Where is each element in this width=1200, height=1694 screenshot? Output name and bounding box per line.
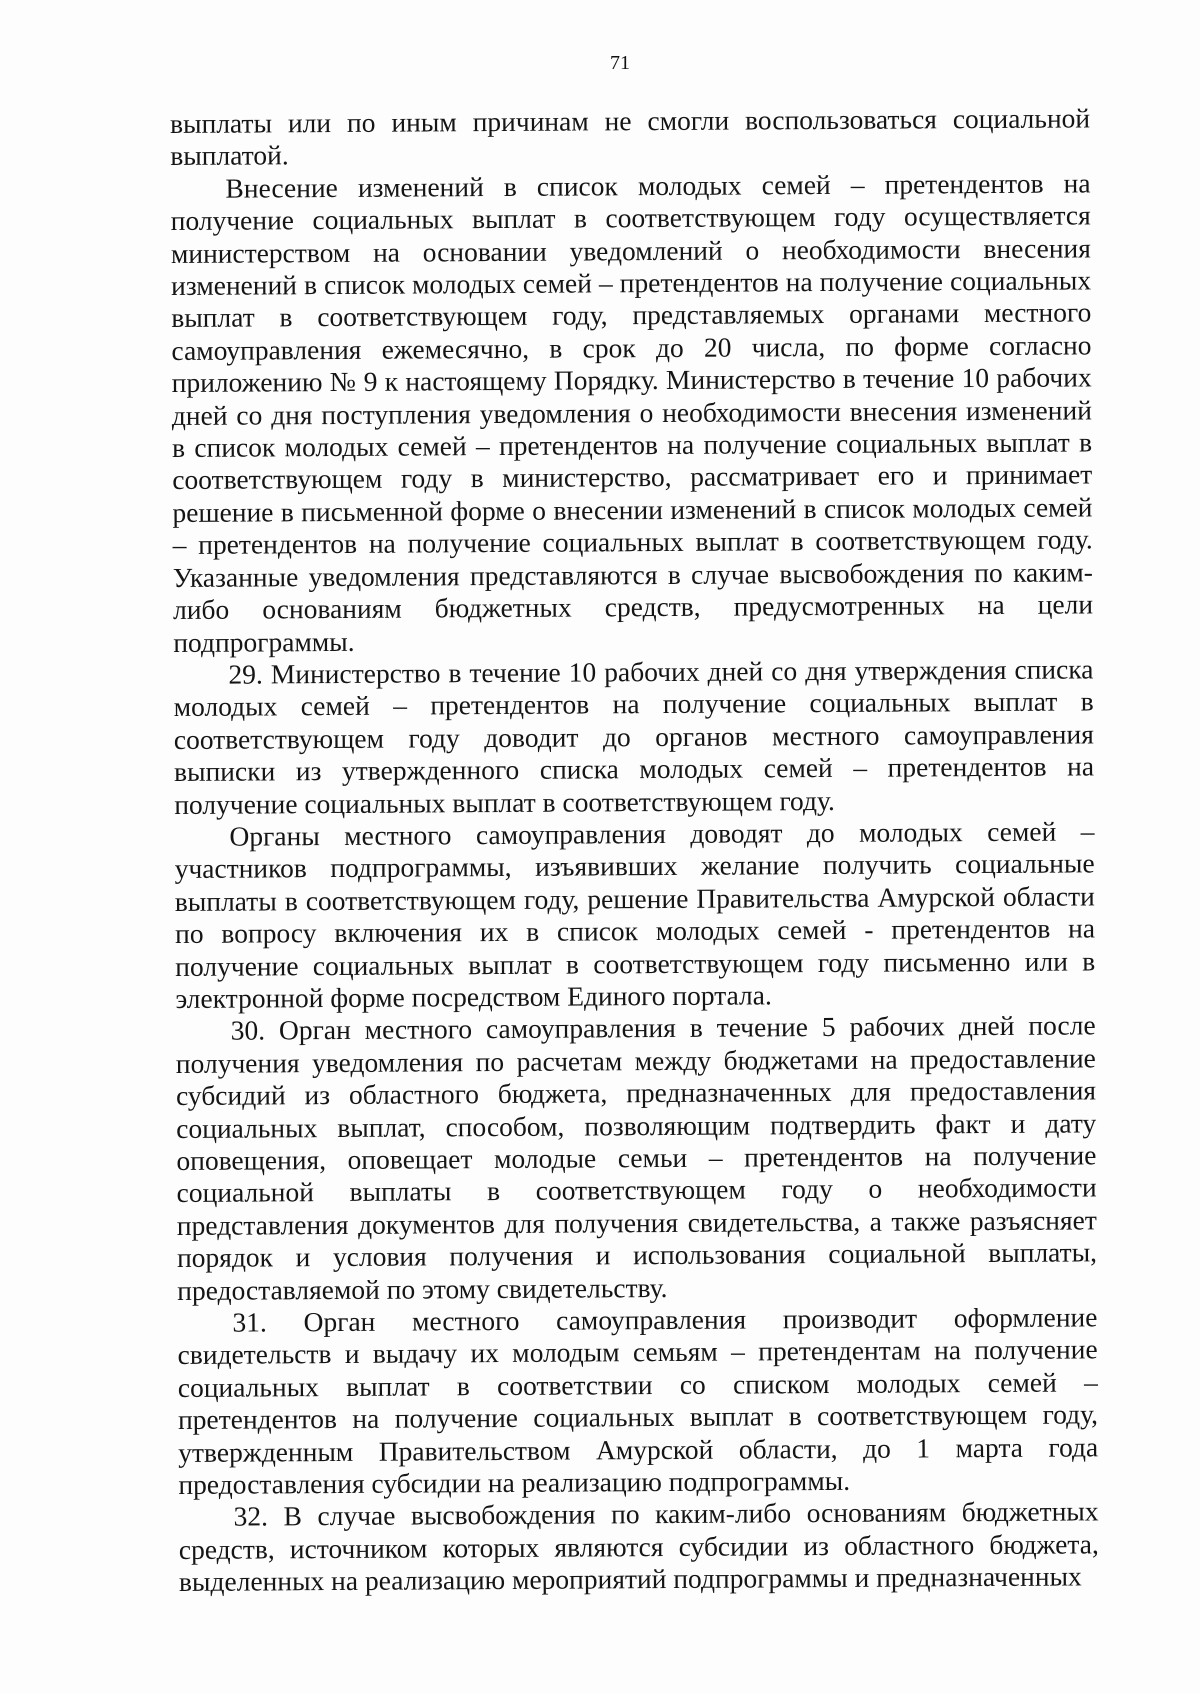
paragraph-item-32: 32. В случае высвобождения по каким-либо основаниям бюджетных средств, источником которых являются субсидии из областного бюджета, выделенных на реализацию мероприятий подпрограммы и предназначенных — [178, 1495, 1099, 1598]
page-number: 71 — [610, 52, 630, 74]
paragraph-item-30: 30. Орган местного самоуправления в течение 5 рабочих дней после получения уведомления по расчетам между бюджетами на предоставление субсидий из областного бюджета, предназначенных для предоставления социальных выплат, способом, позволяющим подтвердить факт и дату оповещения, оповещает молодые семьи – претендентов на получение социальной выплаты в соответствующем году о необходимости представления документов для получения свидетельства, а также разъясняет порядок и условия получения и использования социальной выплаты, предоставляемой по этому свидетельству. — [175, 1009, 1098, 1306]
paragraph-item-31: 31. Орган местного самоуправления производит оформление свидетельств и выдачу их молодым семьям – претендентам на получение социальных выплат в соответствии со списком молодых семей – претендентов на получение социальных выплат в соответствующем году, утвержденным Правительством Амурской области, до 1 марта года предоставления субсидии на реализацию подпрограммы. — [177, 1301, 1099, 1501]
paragraph-item-29: 29. Министерство в течение 10 рабочих дней со дня утверждения списка молодых семей – претендентов на получение социальных выплат в соответствующем году доводит до органов местного самоуправления выписки из утвержденного списка молодых семей – претендентов на получение социальных выплат в соответствующем году. — [173, 653, 1095, 820]
document-body — [170, 102, 1099, 1598]
paragraph-continuation: выплаты или по иным причинам не смогли воспользоваться социальной выплатой. — [170, 102, 1091, 172]
paragraph-local-authorities: Органы местного самоуправления доводят до молодых семей – участников подпрограммы, изъявивших желание получить социальные выплаты в соответствующем году, решение Правительства Амурской области по вопросу включения их в список молодых семей - претендентов на получение социальных выплат в соответствующем году письменно или в электронной форме посредством Единого портала. — [174, 815, 1096, 1014]
paragraph-list-changes: Внесение изменений в список молодых семей – претендентов на получение социальных выплат в соответствующем году осуществляется министерством на основании уведомлений о необходимости внесения изменений в список молодых семей – претендентов на получение социальных выплат в соответствующем году, представляемых органами местного самоуправления ежемесячно, в срок до 20 числа, по форме согласно приложению № 9 к настоящему Порядку. Министерство в течение 10 рабочих дней со дня поступления уведомления о необходимости внесения изменений в список молодых семей – претендентов на получение социальных выплат в соответствующем году в министерство, рассматривает его и принимает решение в письменной форме о внесении изменений в список молодых семей – претендентов на получение социальных выплат в соответствующем году. Указанные уведомления представляются в случае высвобождения по каким-либо основаниям бюджетных средств, предусмотренных на цели подпрограммы. — [170, 167, 1094, 658]
